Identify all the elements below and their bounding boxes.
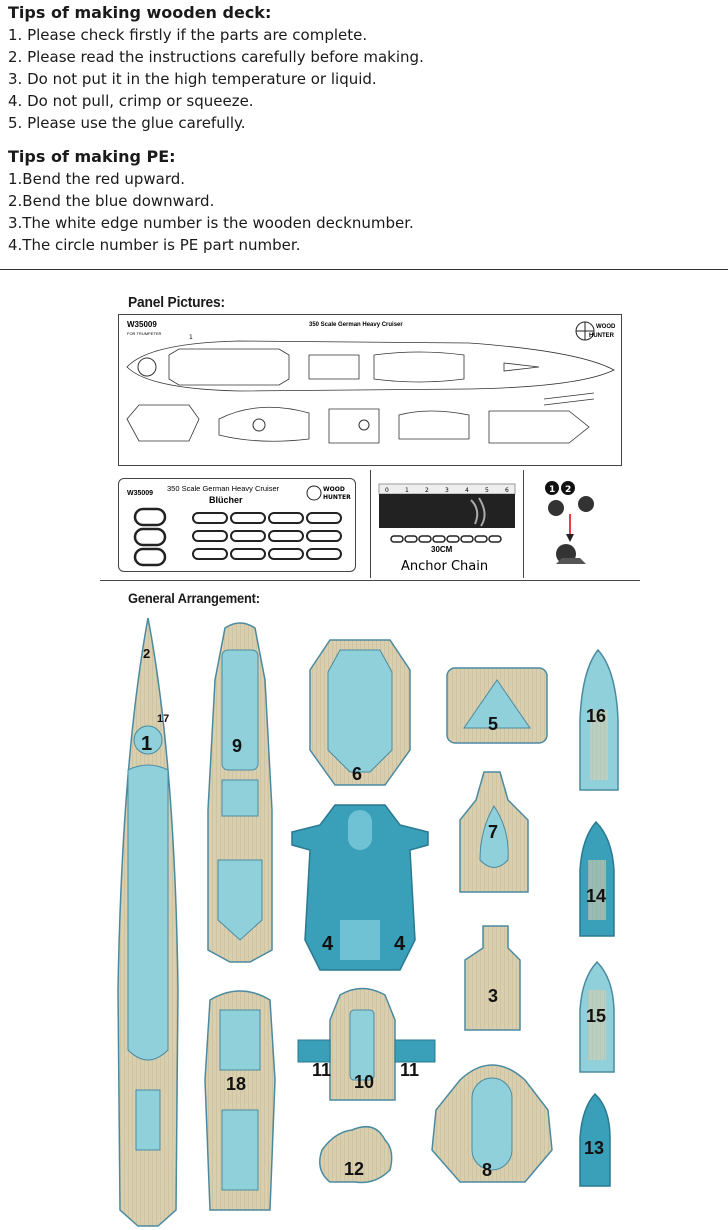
arrow-down-icon	[566, 534, 574, 542]
ruler-tick-label: 0	[385, 487, 389, 494]
ga-part-4	[292, 805, 428, 970]
pe-sheet-code: W35009	[127, 490, 154, 497]
ga-part-12	[320, 1127, 392, 1183]
wood-sheet-brand-bottom: HUNTER	[589, 333, 614, 339]
wood-part-outline-main-deck	[127, 341, 614, 391]
chain-link	[461, 536, 473, 542]
wood-sheet-code: W35009	[127, 320, 157, 329]
ga-num-18: 18	[226, 1074, 247, 1094]
wood-sheet-title: 350 Scale German Heavy Cruiser	[309, 322, 403, 328]
pe-tip-1: 1.Bend the red upward.	[8, 170, 186, 188]
pe-sheet-logo-icon	[307, 486, 321, 500]
pe-chain-part	[193, 531, 227, 541]
pe-chain-part	[193, 513, 227, 523]
ga-num-16: 16	[586, 706, 607, 726]
pe-sheet-drawing	[119, 479, 355, 571]
ga-part-6	[310, 640, 410, 785]
wood-sheet-drawing	[119, 315, 621, 465]
chain-links	[391, 536, 501, 542]
ga-part-15	[580, 962, 614, 1072]
wood-tip-4: 4. Do not pull, crimp or squeeze.	[8, 92, 254, 110]
ga-num-8: 8	[482, 1160, 493, 1180]
ga-num-12: 12	[344, 1159, 365, 1179]
pe-sheet-ship: Blücher	[209, 495, 243, 505]
ga-num-6: 6	[352, 764, 363, 784]
anchor-chain-length: 30CM	[431, 545, 453, 554]
anchor-chain-panel	[370, 470, 524, 578]
pe-tip-2: 2.Bend the blue downward.	[8, 192, 215, 210]
ruler-tick-label: 5	[485, 487, 489, 494]
chain-photo	[379, 494, 515, 528]
ga-part-3	[465, 926, 520, 1030]
pe-sheet	[118, 478, 356, 572]
ruler-tick-label: 4	[465, 487, 469, 494]
ga-num-11b: 11	[400, 1060, 420, 1080]
ga-part-9	[208, 623, 272, 962]
ga-part-14	[580, 822, 614, 936]
wood-tip-5: 5. Please use the glue carefully.	[8, 114, 246, 132]
pe-chain-part	[269, 549, 303, 559]
ga-num-14: 14	[586, 886, 607, 906]
ga-num-9: 9	[232, 736, 243, 756]
pe-chain-part	[231, 549, 265, 559]
ga-part-main-deck	[118, 618, 178, 1226]
pe-detail-num-2: 2	[565, 485, 572, 495]
chain-link	[433, 536, 445, 542]
ga-num-11a: 11	[312, 1060, 332, 1080]
chain-link	[391, 536, 403, 542]
ga-num-1: 1	[141, 733, 153, 755]
pe-detail-num-1: 1	[549, 485, 556, 495]
chain-link	[405, 536, 417, 542]
ga-num-17: 17	[157, 713, 170, 725]
ga-num-13: 13	[584, 1138, 605, 1158]
pe-ring-part	[135, 509, 165, 525]
wood-sheet-brand-top: WOOD	[596, 324, 616, 330]
pe-ring-part	[135, 549, 165, 565]
ga-num-3: 3	[488, 986, 499, 1006]
general-arrangement-drawing	[0, 610, 728, 1230]
pe-chain-part	[269, 531, 303, 541]
pe-tips	[8, 146, 723, 256]
pe-chain-part	[307, 531, 341, 541]
ga-part-5	[447, 668, 547, 743]
chain-link	[419, 536, 431, 542]
pe-chain-part	[231, 531, 265, 541]
ga-num-7: 7	[488, 822, 499, 842]
ga-num-5: 5	[488, 714, 499, 734]
anchor-chain-label: Anchor Chain	[401, 559, 489, 574]
pe-chain-part	[269, 513, 303, 523]
wood-tip-3: 3. Do not put it in the high temperature or liquid.	[8, 70, 377, 88]
general-arrangement-title: General Arrangement:	[128, 590, 260, 606]
pe-tip-3: 3.The white edge number is the wooden decknumber.	[8, 214, 414, 232]
ga-part-18	[205, 991, 275, 1210]
pe-chain-part	[307, 549, 341, 559]
section-divider	[0, 269, 728, 270]
ga-num-4b: 4	[394, 933, 406, 955]
anchor-chain-drawing	[371, 470, 523, 578]
wood-deck-tips	[8, 2, 723, 134]
pe-sheet-title: 350 Scale German Heavy Cruiser	[167, 484, 280, 493]
pe-tip-4: 4.The circle number is PE part number.	[8, 236, 301, 254]
ga-num-4a: 4	[322, 933, 334, 955]
ga-part-8	[432, 1065, 552, 1182]
wood-tip-1: 1. Please check firstly if the parts are complete.	[8, 26, 368, 44]
ga-part-13	[580, 1094, 610, 1186]
pe-sheet-brand-bottom: HUNTER	[323, 494, 351, 501]
ga-num-15: 15	[586, 1006, 607, 1026]
ga-part-16	[580, 650, 618, 790]
ga-num-10: 10	[354, 1072, 375, 1092]
panel-bottom-line	[100, 580, 640, 581]
pe-sheet-parts	[135, 509, 341, 565]
pe-tips-title: Tips of making PE:	[8, 147, 176, 166]
pe-chain-part	[307, 513, 341, 523]
wood-deck-sheet	[118, 314, 622, 466]
ruler-tick-label: 6	[505, 487, 509, 494]
pe-sheet-brand-top: WOOD	[323, 486, 345, 493]
wood-tips-title: Tips of making wooden deck:	[8, 3, 272, 22]
panel-pictures-title: Panel Pictures:	[128, 294, 225, 311]
chain-link	[489, 536, 501, 542]
chain-link	[447, 536, 459, 542]
pe-chain-part	[193, 549, 227, 559]
wood-tip-2: 2. Please read the instructions carefully before making.	[8, 48, 424, 66]
wood-sheet-code-sub: FOR TRUMPETER	[127, 331, 162, 336]
svg-text:1: 1	[189, 334, 193, 341]
ga-part-10	[298, 989, 435, 1101]
ruler-tick-label: 3	[445, 487, 449, 494]
pe-ring-part	[135, 529, 165, 545]
ruler-tick-label: 1	[405, 487, 409, 494]
ga-num-2: 2	[143, 646, 151, 661]
chain-link	[475, 536, 487, 542]
pe-chain-part	[231, 513, 265, 523]
ruler-tick-label: 2	[425, 487, 429, 494]
pe-detail-drawing	[536, 474, 616, 574]
ga-part-7	[460, 772, 528, 892]
